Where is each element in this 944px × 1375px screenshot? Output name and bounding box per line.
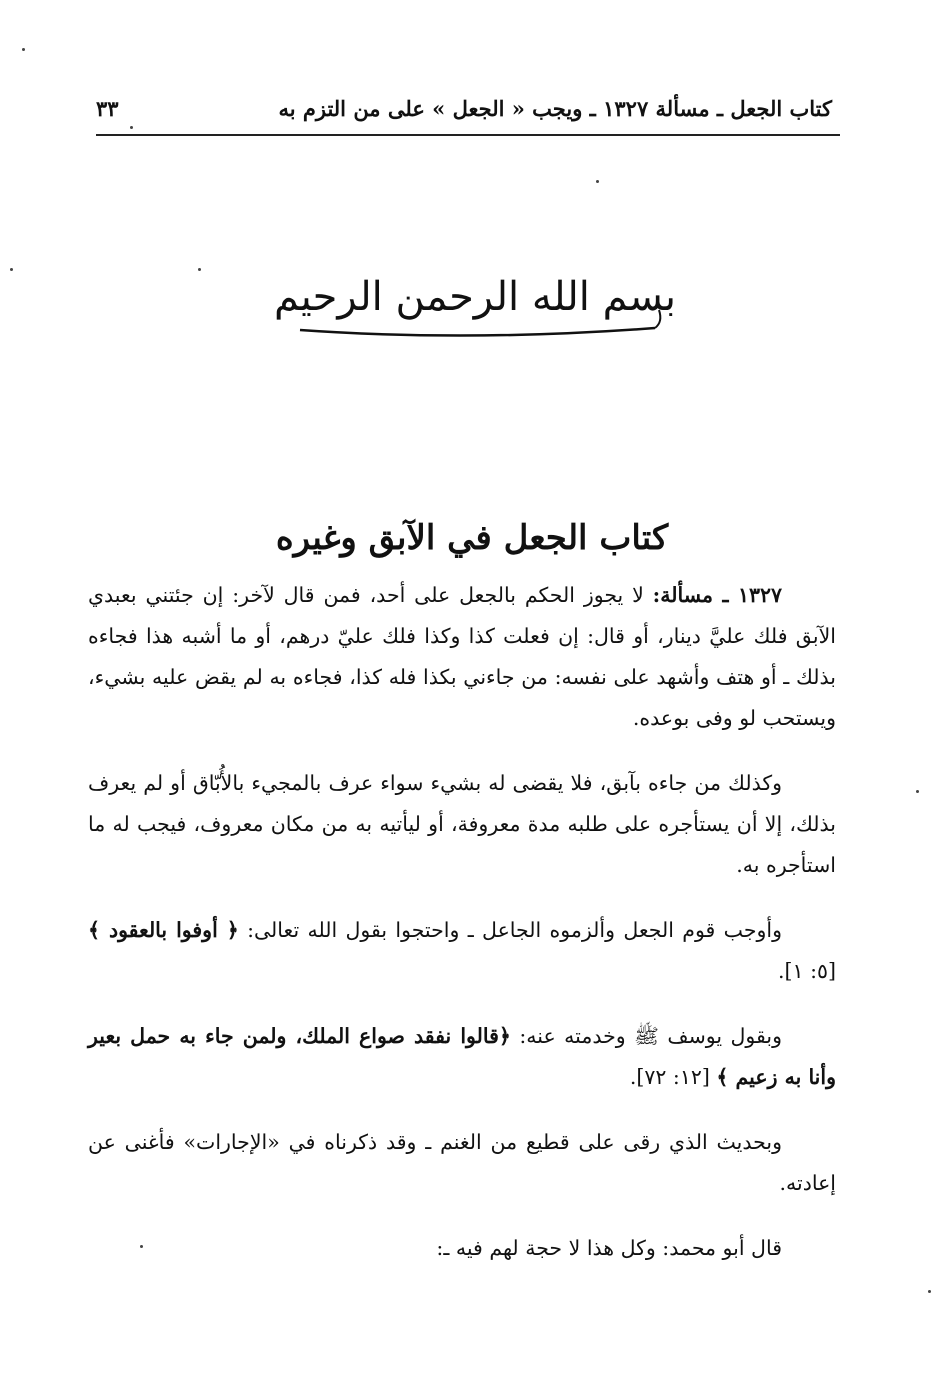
scan-speck xyxy=(130,126,133,129)
page-number: ٣٣ xyxy=(96,95,119,121)
header-rule xyxy=(96,134,840,136)
scan-speck xyxy=(596,180,599,183)
main-text xyxy=(88,575,836,1281)
paragraph-6: قال أبو محمد: وكل هذا لا حجة لهم فيه ـ: xyxy=(436,1236,782,1260)
paragraph-5: وبحديث الذي رقى على قطيع من الغنم ـ وقد ذكرناه في «الإجارات» فأغنى عن إعادته. xyxy=(88,1130,836,1195)
scan-speck xyxy=(10,268,13,271)
paragraph-3 xyxy=(88,910,836,992)
chapter-title: كتاب الجعل في الآبق وغيره xyxy=(275,518,669,558)
paragraph-4 xyxy=(88,1016,836,1098)
quran-ref-2: [١٢: ٧٢]. xyxy=(629,1065,717,1089)
basmala-calligraphy xyxy=(270,268,680,348)
scan-speck xyxy=(22,48,25,51)
running-title: كتاب الجعل ـ مسألة ١٣٢٧ ـ ويجب « الجعل » على من التزم به xyxy=(278,95,832,121)
paragraph-1-text: لا يجوز الحكم بالجعل على أحد، فمن قال لآخر: إن جئتني بعبدي الآبق فلك عليَّ دينار، أو قال: إن فعلت كذا وكذا فلك عليّ درهم، أو ما أشبه هذا فجاءه بذلك ـ أو هتف وأشهد على نفسه: من جاءني بكذا فله كذا، فجاءه به لم يقض عليه بشيء، ويستحب لو وفى بوعده. xyxy=(88,583,836,730)
quran-quote-1: ﴿ أوفوا بالعقود ﴾ xyxy=(88,918,239,942)
issue-number: ١٣٢٧ ـ مسألة: xyxy=(652,583,782,607)
scan-speck xyxy=(198,268,201,271)
basmala-text: بسم الله الرحمن الرحيم xyxy=(273,274,677,320)
scan-speck xyxy=(140,1245,143,1248)
paragraph-1 xyxy=(88,575,836,739)
paragraph-2: وكذلك من جاءه بآبق، فلا يقضى له بشيء سواء عرف بالمجيء بالأُبّاق أو لم يعرف بذلك، إلا أن يستأجره على طلبه مدة معروفة، أو ليأتيه به من مكان معروف، فيجب له ما استأجره به. xyxy=(88,771,836,877)
quran-ref-1: [٥: ١]. xyxy=(778,959,836,983)
paragraph-3-text: وأوجب قوم الجعل وألزموه الجاعل ـ واحتجوا بقول الله تعالى: xyxy=(238,918,782,942)
paragraph-4-text: وبقول يوسف ﷺ وخدمته عنه: xyxy=(510,1024,782,1048)
running-header xyxy=(96,88,832,128)
scan-speck xyxy=(928,1290,931,1293)
quran-quote-2: ﴿قالوا نفقد صواع الملك، ولمن جاء به حمل بعير وأنا به زعيم ﴾ xyxy=(88,1024,836,1089)
scan-speck xyxy=(916,790,919,793)
